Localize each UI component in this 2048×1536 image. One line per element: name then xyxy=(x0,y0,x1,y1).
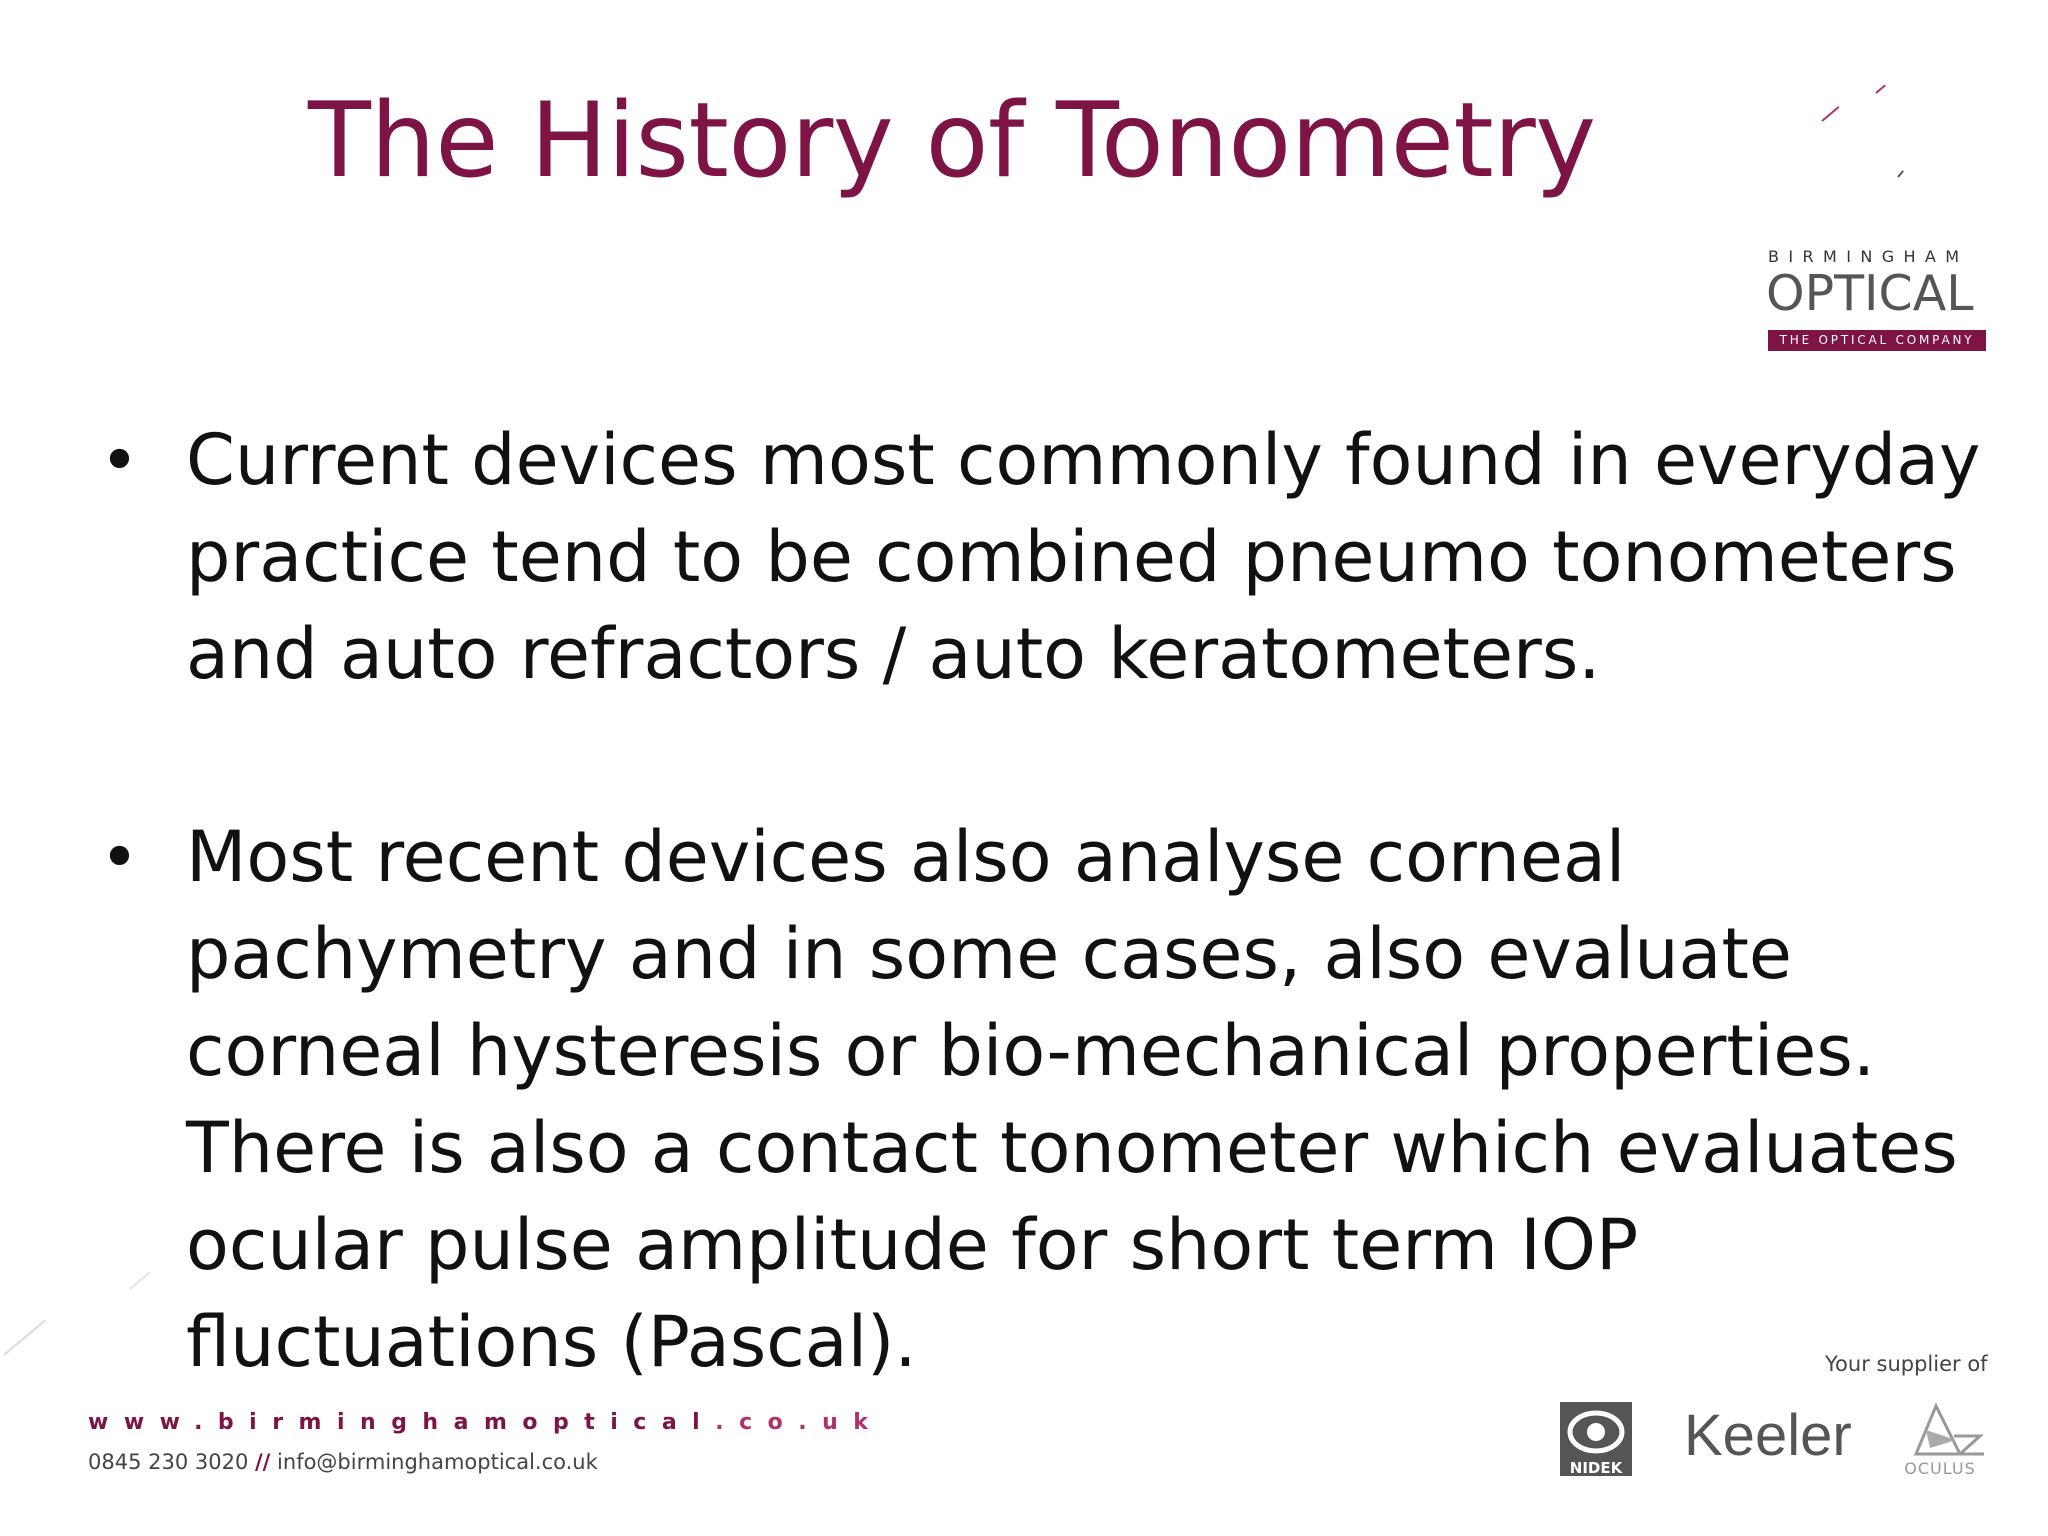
website-tld: .co.uk xyxy=(715,1410,884,1435)
website-main: www.birminghamoptical xyxy=(88,1410,716,1435)
contact-separator: // xyxy=(255,1450,271,1474)
nidek-text: NIDEK xyxy=(1569,1459,1623,1476)
nidek-logo xyxy=(1560,1402,1632,1476)
logo-top-text: BIRMINGHAM xyxy=(1768,247,1969,266)
website-link[interactable] xyxy=(88,1410,883,1435)
supplier-label: Your supplier of xyxy=(1825,1352,1988,1376)
logo-band-text: THE OPTICAL COMPANY xyxy=(1768,330,1986,351)
keeler-logo: Keeler xyxy=(1684,1403,1852,1468)
birmingham-optical-logo xyxy=(1768,247,1988,351)
bullet-item xyxy=(100,412,1986,703)
decorative-tick xyxy=(3,1320,46,1356)
oculus-logo xyxy=(1890,1400,1990,1478)
decorative-tick xyxy=(1897,170,1904,177)
email-link[interactable]: info@birminghamoptical.co.uk xyxy=(277,1450,598,1474)
contact-line xyxy=(88,1450,598,1474)
bullet-item xyxy=(100,809,2048,1391)
decorative-tick xyxy=(1821,106,1839,122)
logo-main-text: OPTICAL xyxy=(1766,265,1974,322)
bullet-dot: • xyxy=(100,422,139,499)
bullet-text: Most recent devices also analyse corneal pachymetry and in some cases, also evaluate corneal hysteresis or bio-mechanical properties. There is also a contact tonometer which evaluates ocular pulse amplitude for short term IOP fluctuations (Pascal). xyxy=(186,816,1958,1383)
oculus-text: OCULUS xyxy=(1904,1459,1976,1478)
bullet-dot: • xyxy=(100,819,139,896)
decorative-tick xyxy=(1875,85,1885,94)
bullet-text: Current devices most commonly found in everyday practice tend to be combined pneumo tonometers and auto refractors / auto keratometers. xyxy=(186,419,1981,695)
slide-title: The History of Tonometry xyxy=(308,81,1596,201)
bullet-list xyxy=(100,412,2000,1391)
phone-number: 0845 230 3020 xyxy=(88,1450,249,1474)
